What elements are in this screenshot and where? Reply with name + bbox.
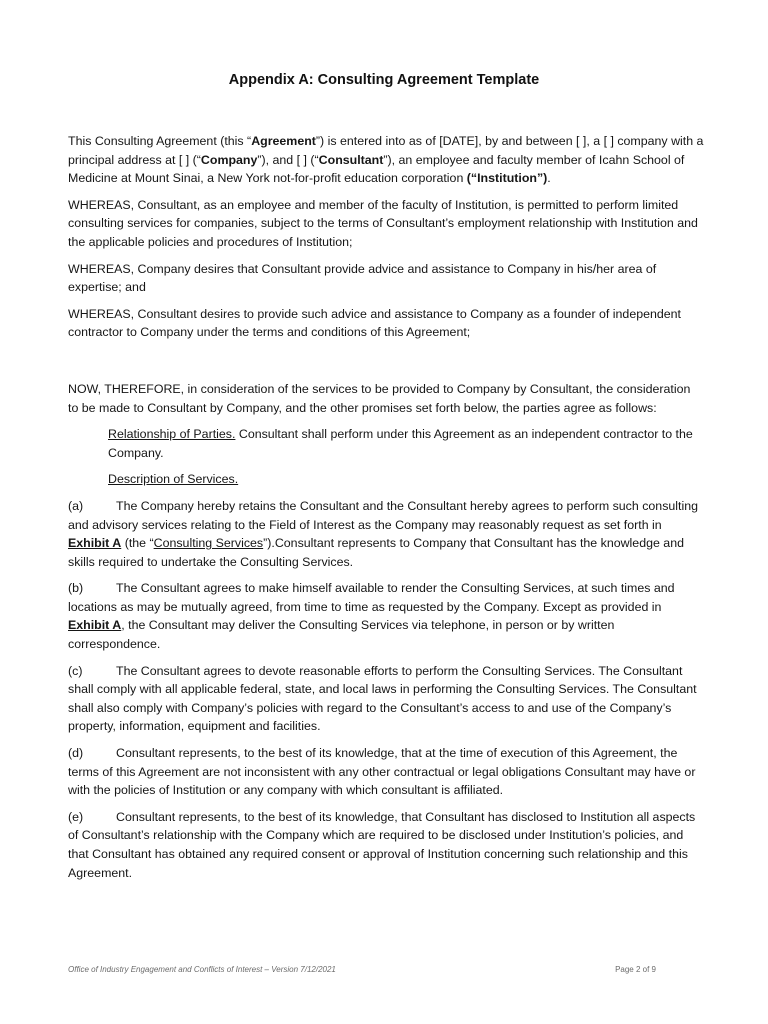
clause-text: Consultant represents, to the best of its knowledge, that Consultant has disclosed to Institution all aspects of Consultant’s relationship with the Company which are required to be disclosed under Institution’s policies, and that Consultant has obtained any required consent or approval of Institution concerning such relationship and this Agreement. <box>68 809 696 880</box>
clause-text: , the Consultant may deliver the Consulting Services via telephone, in person or by written correspondence. <box>68 618 615 652</box>
clause-a <box>68 497 704 571</box>
intro-paragraph <box>68 132 704 188</box>
clause-text: The Company hereby retains the Consultant and the Consultant hereby agrees to perform such consulting and advisory services relating to the Field of Interest as the Company may reasonably request as set forth in <box>68 498 699 532</box>
relationship-paragraph <box>68 425 704 462</box>
page-number: Page 2 of 9 <box>615 965 656 974</box>
spacer <box>68 350 704 380</box>
clause-label: (b) <box>68 581 84 596</box>
page-footer <box>68 965 656 974</box>
institution-term: (“Institution”) <box>466 171 548 186</box>
exhibit-a-ref: Exhibit A <box>68 536 122 551</box>
clause-e <box>68 808 704 882</box>
clause-b <box>68 579 704 653</box>
whereas-paragraph: WHEREAS, Company desires that Consultant provide advice and assistance to Company in his/her area of expertise; and <box>68 261 657 295</box>
relationship-text: Consultant shall perform under this Agreement as an independent contractor to the Company. <box>108 427 693 460</box>
intro-text-2: ”) is entered into as of [DATE], by and between [ ], a [ ] company with a principal address at [ ] (“ <box>68 134 704 167</box>
clause-text: The Consultant agrees to make himself available to render the Consulting Services, at such times and locations as may be mutually agreed, from time to time as requested by the Company. Except as provided in <box>68 581 675 614</box>
description-heading-paragraph <box>68 470 704 489</box>
clause-label: (d) <box>68 746 84 761</box>
whereas-paragraph: WHEREAS, Consultant desires to provide such advice and assistance to Company as a founder of independent contractor to Company under the terms and conditions of this Agreement; <box>68 306 681 340</box>
document-title: Appendix A: Consulting Agreement Template <box>228 72 540 88</box>
agreement-term: Agreement <box>251 134 316 148</box>
consulting-services-term: Consulting Services <box>153 536 264 551</box>
document-body <box>68 132 704 890</box>
footer-version: Office of Industry Engagement and Conflicts of Interest – Version 7/12/2021 <box>68 965 336 974</box>
clause-label: (a) <box>68 498 84 513</box>
intro-text-1: This Consulting Agreement (this “ <box>68 134 252 148</box>
clause-text: ”).Consultant represents to Company that Consultant has the knowledge and skills required to undertake the Consulting Services. <box>68 536 684 569</box>
company-term: Company <box>200 152 258 167</box>
exhibit-a-ref: Exhibit A <box>68 618 122 633</box>
whereas-paragraph: WHEREAS, Consultant, as an employee and member of the faculty of Institution, is permitted to perform limited consulting services for companies, subject to the terms of Consultant’s employment relationship with Institution and the applicable policies and procedures of Institution; <box>68 197 698 249</box>
intro-text-5: . <box>547 171 551 186</box>
description-heading: Description of Services. <box>108 472 239 487</box>
consultant-term: Consultant <box>318 152 384 167</box>
intro-text-3: ”), and [ ] (“ <box>257 152 319 167</box>
clause-d <box>68 744 704 800</box>
intro-text-4: ”), an employee and faculty member of Icahn School of Medicine at Mount Sinai, a New York not-for-profit education corporation <box>68 152 685 186</box>
clause-label: (e) <box>68 809 84 824</box>
clause-text: (the “ <box>121 536 154 551</box>
now-therefore-paragraph: NOW, THEREFORE, in consideration of the services to be provided to Company by Consultant, the consideration to be made to Consultant by Company, and the other promises set forth below, the parties agree as follows: <box>68 381 691 415</box>
clause-text: The Consultant agrees to devote reasonable efforts to perform the Consulting Services. The Consultant shall comply with all applicable federal, state, and local laws in performing the Consulting Services. The Consultant shall also comply with Company’s policies with regard to the Consultant’s access to and use of the Company’s property, information, equipment and facilities. <box>68 663 697 734</box>
clause-text: Consultant represents, to the best of its knowledge, that at the time of execution of this Agreement, the terms of this Agreement are not inconsistent with any other contractual or legal obligations Consultant may have or with the policies of Institution or any company with which consultant is affiliated. <box>68 746 696 798</box>
clause-label: (c) <box>68 663 83 678</box>
relationship-heading: Relationship of Parties. <box>108 427 236 442</box>
clause-c <box>68 662 704 736</box>
